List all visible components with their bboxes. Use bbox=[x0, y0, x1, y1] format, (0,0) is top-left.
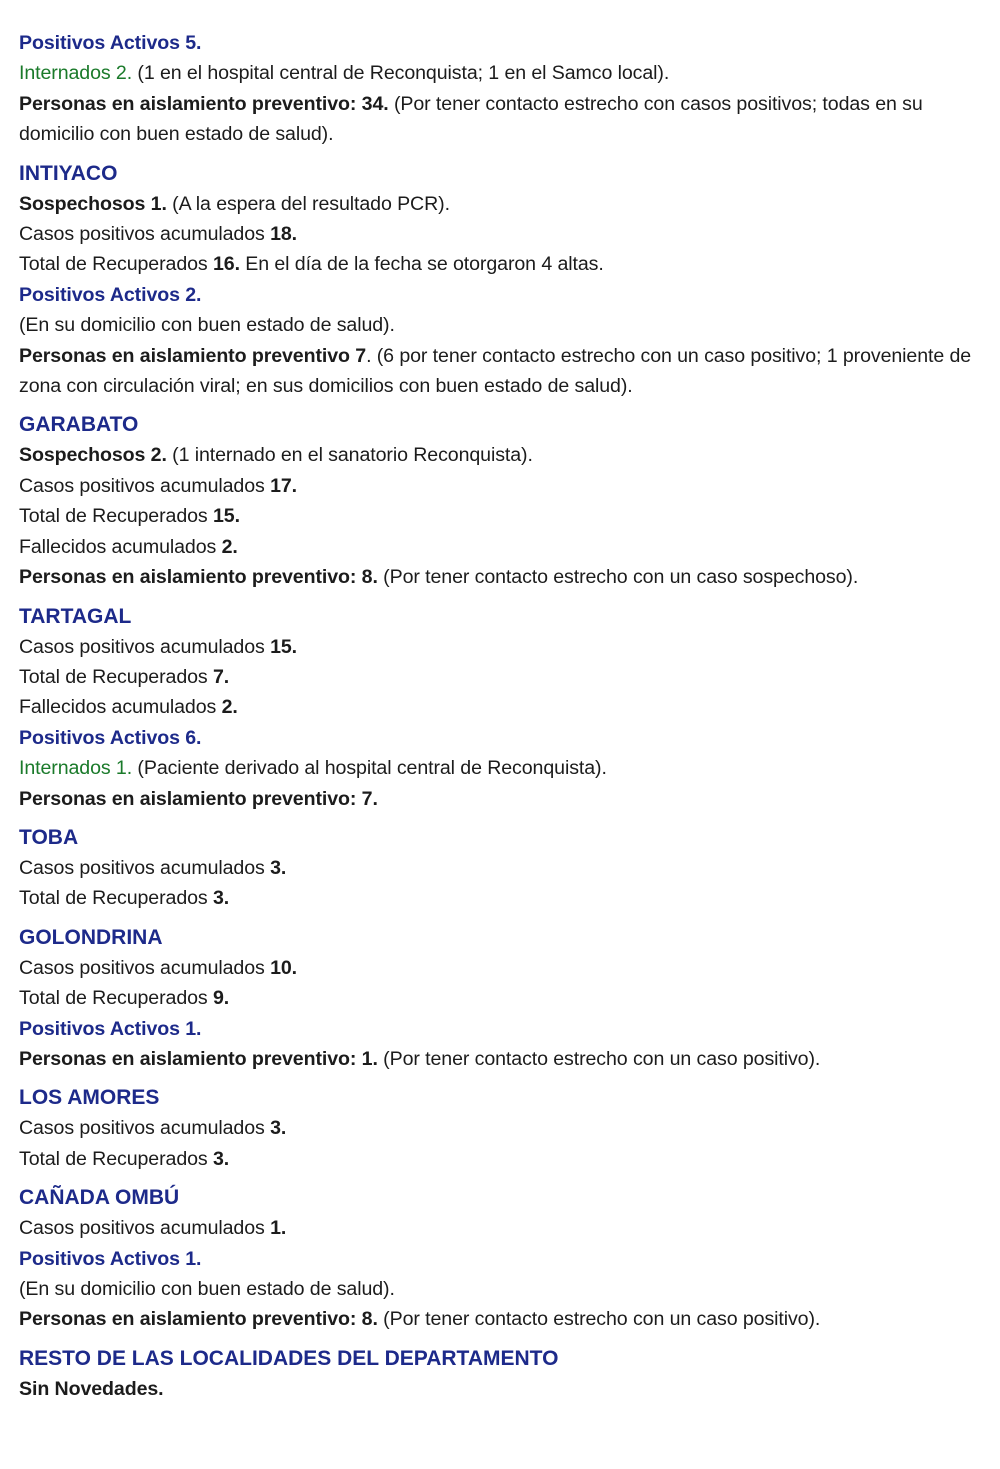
report-text: Sospechosos 1. bbox=[19, 192, 167, 215]
report-text: En el día de la fecha se otorgaron 4 altas. bbox=[239, 253, 604, 276]
report-line bbox=[19, 189, 986, 219]
locality-heading: CAÑADA OMBÚ bbox=[19, 1186, 180, 1210]
report-line bbox=[19, 1244, 986, 1274]
locality-heading: GOLONDRINA bbox=[19, 925, 163, 949]
report-line bbox=[19, 440, 986, 470]
report-line bbox=[19, 1113, 986, 1143]
report-line bbox=[19, 471, 986, 501]
locality-section bbox=[19, 602, 986, 814]
report-text: Total de Recuperados bbox=[19, 987, 213, 1010]
locality-heading: GARABATO bbox=[19, 413, 139, 437]
report-text: 3. bbox=[212, 1147, 230, 1170]
report-text: 15. bbox=[212, 505, 240, 528]
report-text: Casos positivos acumulados bbox=[19, 474, 271, 497]
report-text: (Por tener contacto estrecho con un caso positivo). bbox=[377, 1047, 821, 1070]
report-line bbox=[19, 58, 986, 88]
report-text: Positivos Activos 6. bbox=[19, 726, 202, 749]
report-text: Positivos Activos 1. bbox=[19, 1247, 202, 1270]
report-text: 15. bbox=[270, 635, 298, 658]
report-line bbox=[19, 853, 986, 883]
report-line bbox=[19, 89, 986, 150]
report-text: 17. bbox=[270, 474, 298, 497]
report-line bbox=[19, 1213, 986, 1243]
report-text: 3. bbox=[270, 1117, 287, 1140]
report-line bbox=[19, 1014, 986, 1044]
report-text: Personas en aislamiento preventivo: 8. bbox=[19, 566, 378, 589]
report-line bbox=[19, 1144, 986, 1174]
report-text: Total de Recuperados bbox=[19, 1147, 213, 1170]
locality-section bbox=[19, 823, 986, 914]
locality-section bbox=[19, 28, 986, 150]
locality-section bbox=[19, 1183, 986, 1335]
locality-section bbox=[19, 923, 986, 1075]
locality-section bbox=[19, 1344, 986, 1404]
report-text: 18. bbox=[270, 223, 298, 246]
report-text: (Por tener contacto estrecho con un caso sospechoso). bbox=[377, 566, 859, 589]
report-text: Positivos Activos 5. bbox=[19, 32, 202, 54]
report-text: Casos positivos acumulados bbox=[19, 1117, 271, 1140]
report-line bbox=[19, 501, 986, 531]
report-text: (Por tener contacto estrecho con casos positivos; todas en su domicilio con buen estado de salud). bbox=[19, 92, 923, 146]
report-text: (En su domicilio con buen estado de salud). bbox=[19, 314, 395, 337]
report-text: (En su domicilio con buen estado de salud). bbox=[19, 1278, 395, 1300]
report-text: Casos positivos acumulados bbox=[19, 1217, 271, 1240]
locality-heading: LOS AMORES bbox=[19, 1086, 160, 1110]
report-line bbox=[19, 883, 986, 913]
report-line bbox=[19, 1044, 986, 1074]
report-text: (A la espera del resultado PCR). bbox=[166, 192, 450, 215]
report-text: 2. bbox=[221, 696, 238, 719]
locality-section bbox=[19, 159, 986, 402]
report-text: Total de Recuperados bbox=[19, 505, 213, 528]
report-line bbox=[19, 692, 986, 722]
report-text: Sin Novedades. bbox=[19, 1377, 164, 1400]
locality-heading: INTIYACO bbox=[19, 161, 118, 185]
report-text: Total de Recuperados bbox=[19, 253, 213, 276]
report-text: Internados 1. bbox=[19, 757, 133, 780]
report-line bbox=[19, 662, 986, 692]
report-text: Personas en aislamiento preventivo 7 bbox=[19, 344, 367, 367]
report-text: Personas en aislamiento preventivo: 8. bbox=[19, 1308, 378, 1331]
report-text: 2. bbox=[221, 535, 238, 558]
report-text: . (6 por tener contacto estrecho con un caso positivo; 1 proveniente de zona con circulación viral; en sus domicilios con buen estado de salud). bbox=[19, 344, 972, 398]
report-line bbox=[19, 723, 986, 753]
report-text: 3. bbox=[270, 856, 287, 879]
report-text: Personas en aislamiento preventivo: 1. bbox=[19, 1047, 378, 1070]
report-line bbox=[19, 632, 986, 662]
report-line bbox=[19, 953, 986, 983]
report-line bbox=[19, 562, 986, 592]
report-text: Internados 2. bbox=[19, 62, 133, 85]
report-text: 3. bbox=[212, 887, 230, 910]
report-text: (1 internado en el sanatorio Reconquista). bbox=[166, 444, 533, 467]
report-text: Casos positivos acumulados bbox=[19, 956, 271, 979]
report-line bbox=[19, 341, 986, 402]
locality-section bbox=[19, 1083, 986, 1174]
report-text: Personas en aislamiento preventivo: 7. bbox=[19, 787, 378, 810]
report-text: Casos positivos acumulados bbox=[19, 223, 271, 246]
report-line bbox=[19, 1274, 986, 1304]
report-text: (Paciente derivado al hospital central de Reconquista). bbox=[132, 757, 607, 780]
report-line bbox=[19, 280, 986, 310]
report-text: 10. bbox=[270, 956, 298, 979]
report-line bbox=[19, 983, 986, 1013]
report-line bbox=[19, 1304, 986, 1334]
report-line bbox=[19, 219, 986, 249]
report-text: Total de Recuperados bbox=[19, 665, 213, 688]
report-text: (1 en el hospital central de Reconquista; 1 en el Samco local). bbox=[132, 62, 670, 85]
report-line bbox=[19, 28, 986, 58]
report-line bbox=[19, 784, 986, 814]
report-text: 9. bbox=[212, 987, 230, 1010]
locality-section bbox=[19, 410, 986, 592]
report-text: Fallecidos acumulados bbox=[19, 535, 222, 558]
report-line bbox=[19, 310, 986, 340]
locality-heading: TARTAGAL bbox=[19, 604, 132, 628]
report-text: (Por tener contacto estrecho con un caso positivo). bbox=[377, 1308, 821, 1331]
report-text: Casos positivos acumulados bbox=[19, 635, 271, 658]
locality-heading: TOBA bbox=[19, 825, 79, 849]
report-text: Positivos Activos 1. bbox=[19, 1017, 202, 1040]
report-line bbox=[19, 249, 986, 279]
locality-heading: RESTO DE LAS LOCALIDADES DEL DEPARTAMENTO bbox=[19, 1346, 559, 1370]
report-text: Total de Recuperados bbox=[19, 887, 213, 910]
report-text: Fallecidos acumulados bbox=[19, 696, 222, 719]
report-line bbox=[19, 532, 986, 562]
report-text: Positivos Activos 2. bbox=[19, 283, 202, 306]
report-line bbox=[19, 753, 986, 783]
report-text: Personas en aislamiento preventivo: 34. bbox=[19, 92, 389, 115]
report-text: Casos positivos acumulados bbox=[19, 856, 271, 879]
report-text: 16. bbox=[212, 253, 240, 276]
report-line bbox=[19, 1374, 986, 1404]
report-text: 1. bbox=[270, 1217, 287, 1240]
report-text: Sospechosos 2. bbox=[19, 444, 167, 467]
report-text: 7. bbox=[212, 665, 230, 688]
